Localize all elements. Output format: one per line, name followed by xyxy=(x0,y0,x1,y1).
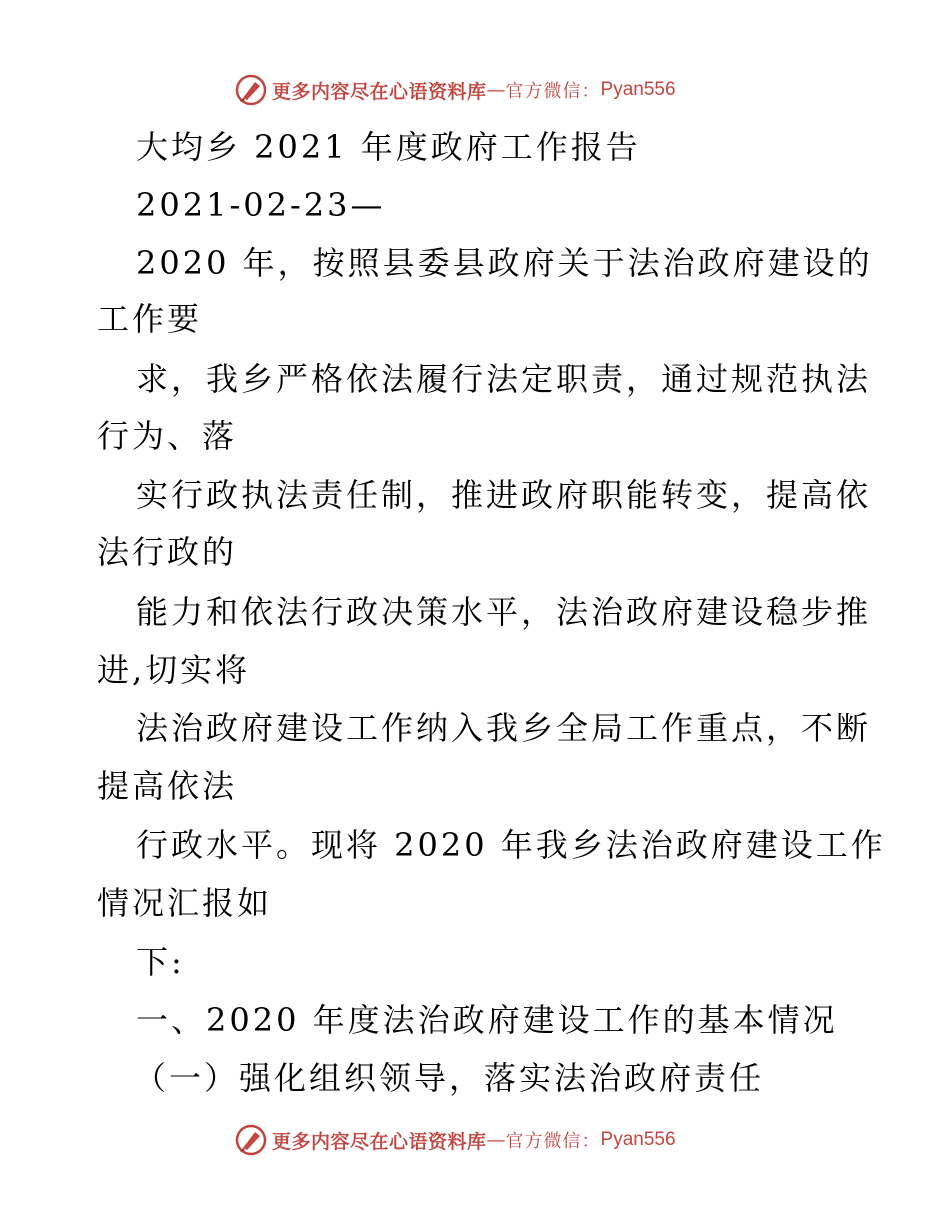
document-title: 大均乡 2021 年度政府工作报告 xyxy=(136,128,641,166)
watermark-dash: — xyxy=(486,1129,506,1151)
paragraph-line: 工作要 xyxy=(97,300,203,338)
document-date: 2021-02-23— xyxy=(136,186,386,224)
subsection-heading: （一）强化组织领导，落实法治政府责任 xyxy=(134,1059,765,1097)
paragraph-line: 法行政的 xyxy=(97,533,238,571)
paragraph-line: 行政水平。现将 2020 年我乡法治政府建设工作 xyxy=(136,826,886,864)
paragraph-line: 提高依法 xyxy=(97,767,238,805)
watermark-dash: — xyxy=(486,79,506,101)
watermark-text: 更多内容尽在心语资料库 xyxy=(272,1130,487,1153)
pen-nib-logo-icon xyxy=(234,1123,268,1157)
paragraph-line: 情况汇报如 xyxy=(97,884,273,922)
watermark-label: 官方微信： xyxy=(505,81,601,102)
paragraph-line: 法治政府建设工作纳入我乡全局工作重点，不断 xyxy=(136,709,872,747)
pen-nib-logo-icon xyxy=(234,73,268,107)
watermark-text: 更多内容尽在心语资料库 xyxy=(272,80,487,103)
header-watermark xyxy=(234,72,676,108)
paragraph-line: 行为、落 xyxy=(97,417,238,455)
paragraph-line: 能力和依法行政决策水平，法治政府建设稳步推 xyxy=(136,593,872,631)
paragraph-line: 实行政执法责任制，推进政府职能转变，提高依 xyxy=(136,476,872,514)
watermark-account: Pyan556 xyxy=(600,79,676,100)
watermark-account: Pyan556 xyxy=(600,1129,676,1150)
paragraph-line: 2020 年，按照县委县政府关于法治政府建设的 xyxy=(136,244,873,282)
watermark-label: 官方微信： xyxy=(505,1131,601,1152)
paragraph-line: 下: xyxy=(136,943,185,981)
paragraph-line: 求，我乡严格依法履行法定职责，通过规范执法 xyxy=(136,360,872,398)
section-heading: 一、2020 年度法治政府建设工作的基本情况 xyxy=(136,1001,838,1039)
paragraph-line: 进,切实将 xyxy=(97,651,251,689)
footer-watermark xyxy=(234,1122,676,1158)
